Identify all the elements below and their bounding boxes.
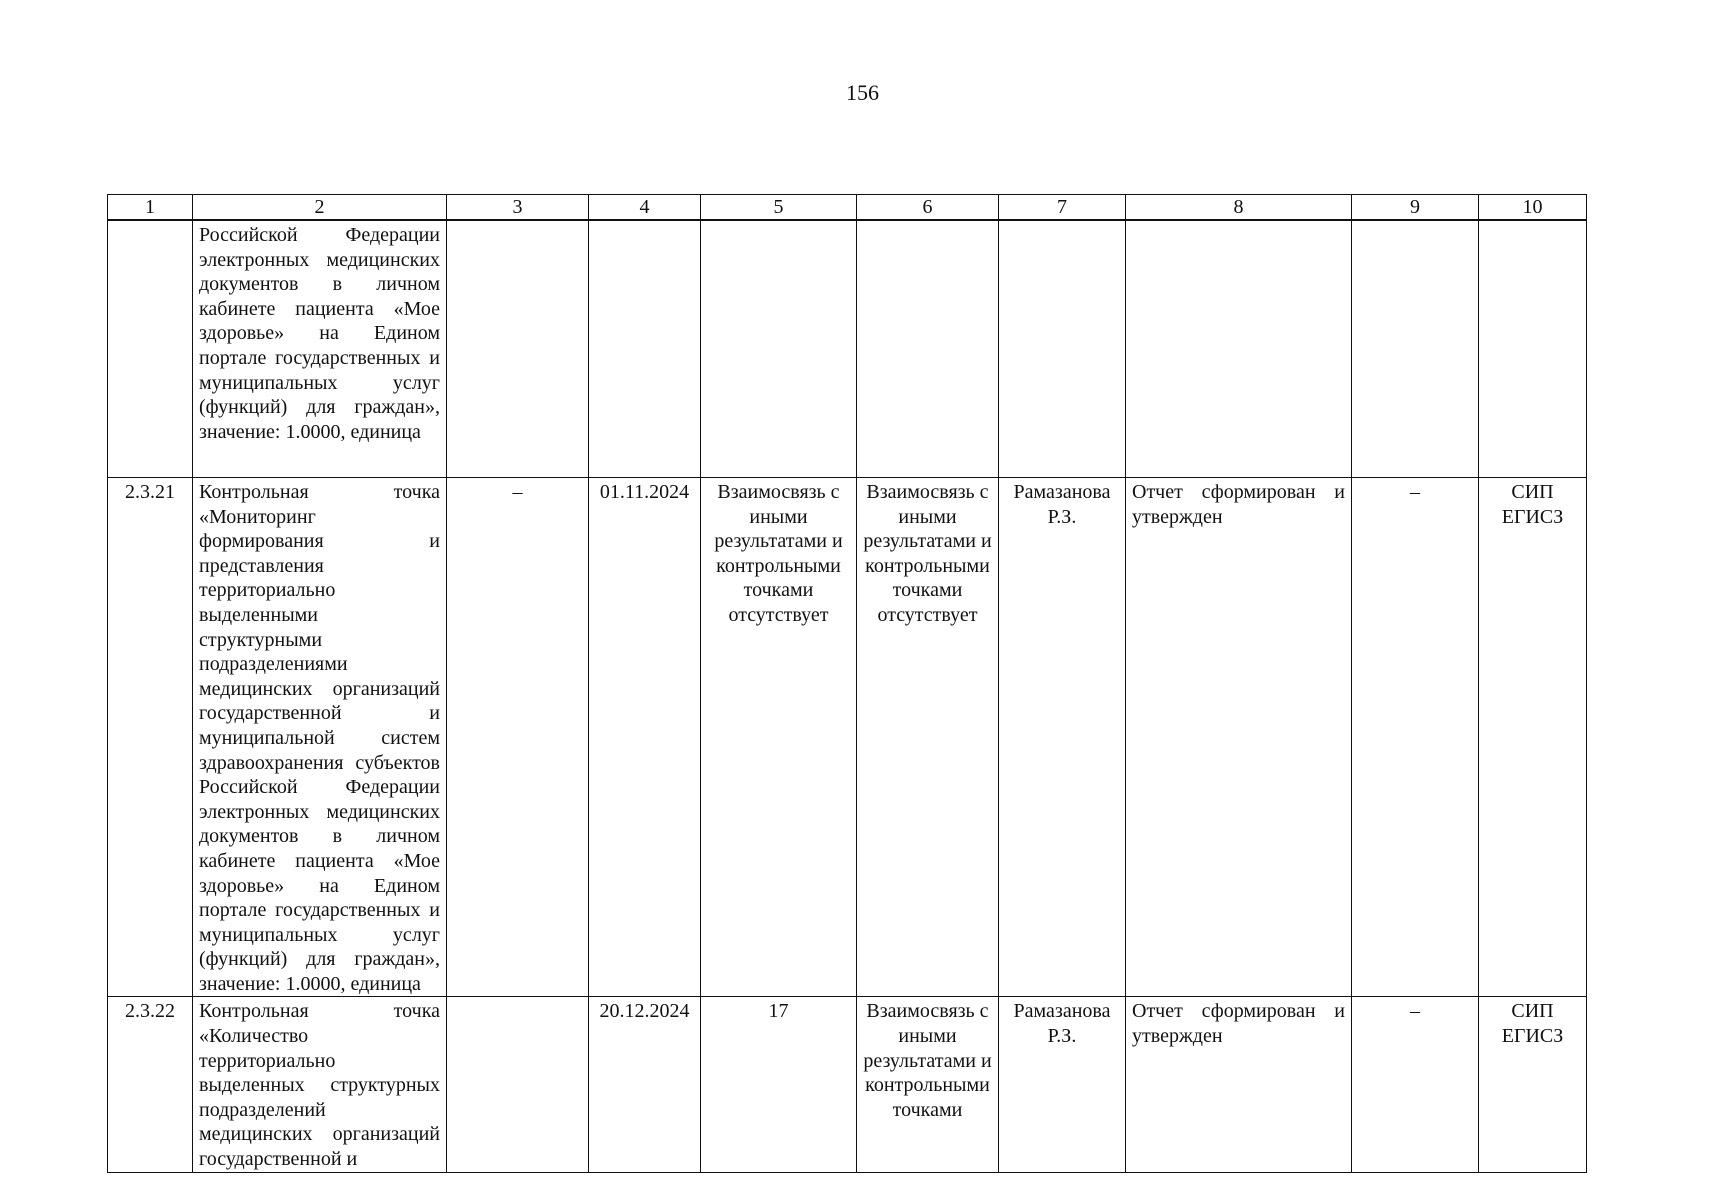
column-number-4: 4 — [589, 195, 701, 221]
cell-responsible: Рамазанова Р.З. — [999, 997, 1126, 1172]
page-number: 156 — [846, 80, 879, 105]
plan-table — [107, 194, 1587, 1173]
cell-date: 01.11.2024 — [589, 478, 701, 997]
cell-responsible: Рамазанова Р.З. — [999, 478, 1126, 997]
column-number-5: 5 — [701, 195, 857, 221]
cell-number — [108, 220, 193, 478]
cell-col6: Взаимосвязь с иными результатами и контрольными точками отсутствует — [857, 478, 999, 997]
cell-system — [1479, 220, 1587, 478]
cell-result — [1126, 220, 1352, 478]
cell-col6: Взаимосвязь с иными результатами и контрольными точками — [857, 997, 999, 1172]
cell-col9: – — [1352, 997, 1479, 1172]
cell-col6 — [857, 220, 999, 478]
cell-col3: – — [447, 478, 589, 997]
cell-result: Отчет сформирован и утвержден — [1126, 997, 1352, 1172]
column-number-10: 10 — [1479, 195, 1587, 221]
cell-description: Российской Федерации электронных медицинских документов в личном кабинете пациента «Мое здоровье» на Едином портале государственных и муниципальных услуг (функций) для граждан», значение: 1.0000, единица — [193, 220, 447, 478]
cell-col5: 17 — [701, 997, 857, 1172]
cell-col9: – — [1352, 478, 1479, 997]
cell-number: 2.3.21 — [108, 478, 193, 997]
cell-system: СИП ЕГИСЗ — [1479, 997, 1587, 1172]
column-number-1: 1 — [108, 195, 193, 221]
column-number-3: 3 — [447, 195, 589, 221]
column-number-9: 9 — [1352, 195, 1479, 221]
cell-col3 — [447, 997, 589, 1172]
column-number-8: 8 — [1126, 195, 1352, 221]
cell-responsible — [999, 220, 1126, 478]
cell-col5 — [701, 220, 857, 478]
table-row — [108, 478, 1587, 997]
column-number-7: 7 — [999, 195, 1126, 221]
table-row — [108, 997, 1587, 1172]
cell-date: 20.12.2024 — [589, 997, 701, 1172]
column-number-row — [108, 195, 1587, 221]
cell-col5: Взаимосвязь с иными результатами и контрольными точками отсутствует — [701, 478, 857, 997]
cell-date — [589, 220, 701, 478]
column-number-6: 6 — [857, 195, 999, 221]
column-number-2: 2 — [193, 195, 447, 221]
cell-col3 — [447, 220, 589, 478]
cell-col9 — [1352, 220, 1479, 478]
cell-number: 2.3.22 — [108, 997, 193, 1172]
table-row — [108, 220, 1587, 478]
cell-description: Контрольная точка «Количество территориально выделенных структурных подразделений медицинских организаций государственной и — [193, 997, 447, 1172]
cell-system: СИП ЕГИСЗ — [1479, 478, 1587, 997]
cell-description: Контрольная точка «Мониторинг формирования и представления территориально выделенными структурными подразделениями медицинских организаций государственной и муниципальной систем здравоохранения субъектов Российской Федерации электронных медицинских документов в личном кабинете пациента «Мое здоровье» на Едином портале государственных и муниципальных услуг (функций) для граждан», значение: 1.0000, единица — [193, 478, 447, 997]
cell-result: Отчет сформирован и утвержден — [1126, 478, 1352, 997]
